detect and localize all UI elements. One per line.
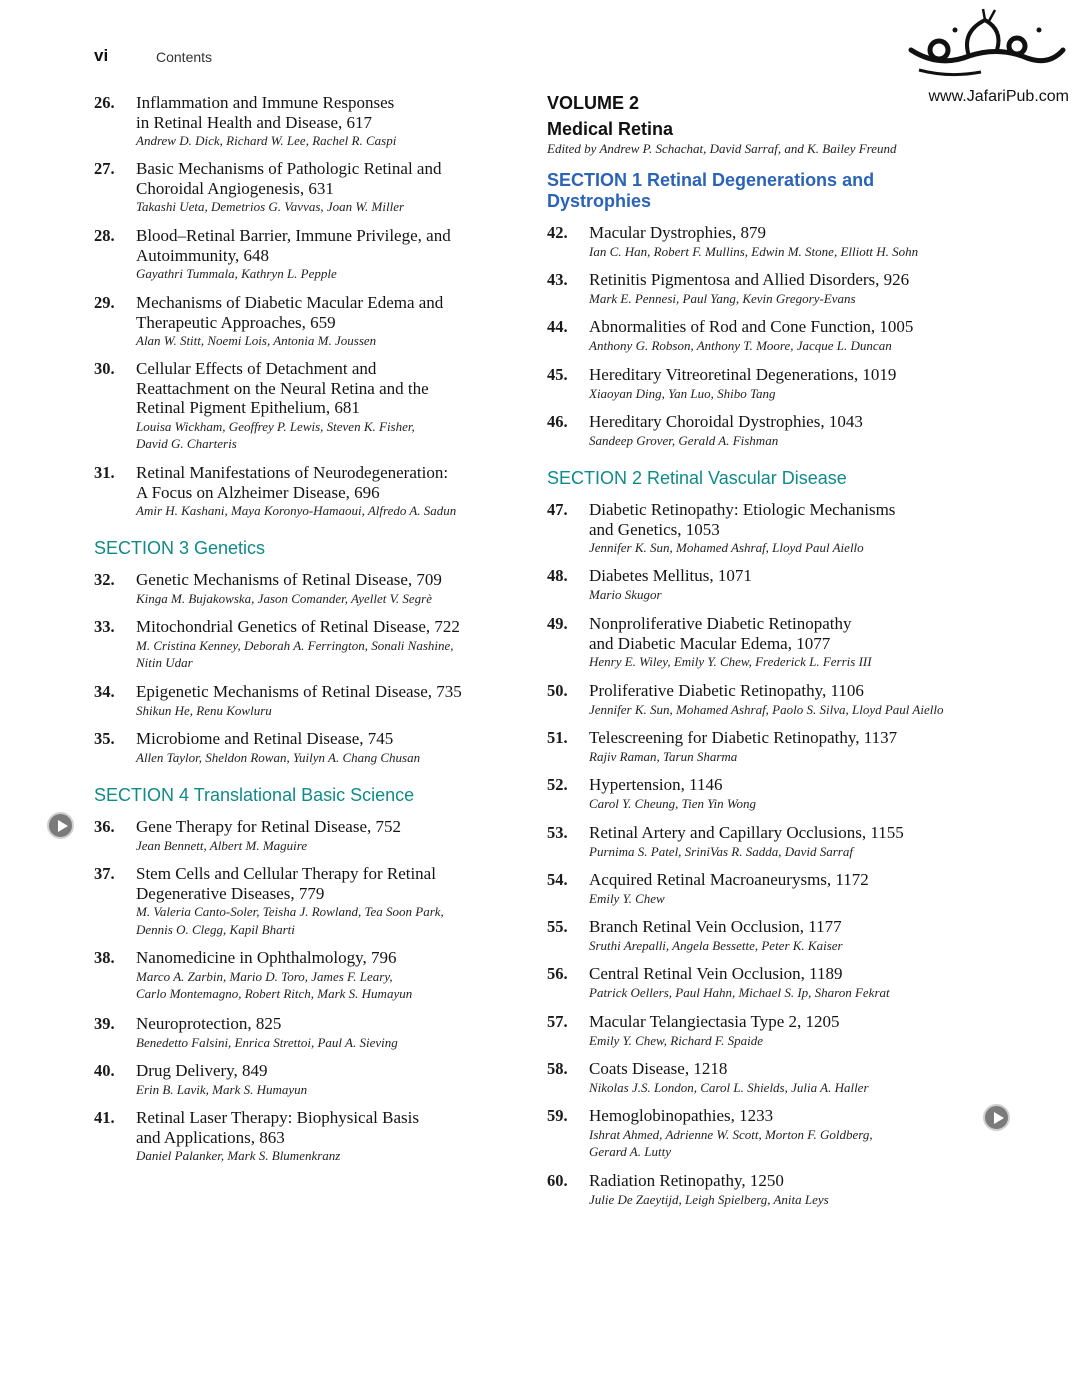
- chapter-number: 34.: [94, 682, 115, 701]
- chapter-authors: Nitin Udar: [136, 655, 193, 670]
- calligraphy-logo-icon: [899, 6, 1069, 86]
- chapter-title-line: and Genetics, 1053: [589, 519, 720, 539]
- chapter-title-line: Retinal Pigment Epithelium, 681: [136, 398, 360, 417]
- chapter-authors: Xiaoyan Ding, Yan Luo, Shibo Tang: [589, 385, 776, 401]
- chapter-number: 58.: [547, 1059, 568, 1078]
- chapter-authors: Carlo Montemagno, Robert Ritch, Mark S. Humayun: [136, 986, 413, 1001]
- chapter-title-line: Microbiome and Retinal Disease, 745: [136, 729, 394, 748]
- chapter-authors: Mark E. Pennesi, Paul Yang, Kevin Gregory-Evans: [589, 290, 856, 306]
- chapter-authors: David G. Charteris: [136, 436, 237, 451]
- chapter-number: 29.: [94, 293, 115, 312]
- chapter-title-line: Basic Mechanisms of Pathologic Retinal and: [136, 159, 442, 178]
- chapter-authors: Ian C. Han, Robert F. Mullins, Edwin M. Stone, Elliott H. Sohn: [589, 243, 919, 259]
- entry-body: [589, 1059, 987, 1096]
- chapter-number: 36.: [94, 817, 115, 836]
- entry-body: [136, 729, 524, 766]
- chapter-number: 28.: [94, 226, 115, 245]
- chapter-authors: Henry E. Wiley, Emily Y. Chew, Frederick L. Ferris III: [589, 654, 872, 669]
- entry-body: [589, 223, 987, 260]
- chapter-number: 39.: [94, 1014, 115, 1033]
- chapter-authors: Alan W. Stitt, Noemi Lois, Antonia M. Joussen: [136, 333, 377, 348]
- chapter-title-line: Retinal Artery and Capillary Occlusions, 1155: [589, 823, 904, 842]
- chapter-authors: Daniel Palanker, Mark S. Blumenkranz: [136, 1148, 341, 1163]
- chapter-title-line: Degenerative Diseases, 779: [136, 883, 325, 903]
- chapter-title-line: Hemoglobinopathies, 1233: [589, 1106, 774, 1125]
- chapter-number: 54.: [547, 870, 568, 889]
- chapter-title-line: Proliferative Diabetic Retinopathy, 1106: [589, 681, 864, 700]
- chapter-authors: Emily Y. Chew, Richard F. Spaide: [589, 1032, 764, 1048]
- chapter-title-line: in Retinal Health and Disease, 617: [136, 112, 373, 132]
- chapter-authors: Allen Taylor, Sheldon Rowan, Yuilyn A. Chang Chusan: [136, 749, 421, 765]
- section-heading: SECTION 4 Translational Basic Science: [94, 785, 415, 805]
- chapter-authors: Erin B. Lavik, Mark S. Humayun: [136, 1081, 308, 1097]
- chapter-title-line: Macular Telangiectasia Type 2, 1205: [589, 1012, 840, 1031]
- chapter-number: 33.: [94, 617, 115, 636]
- chapter-authors: M. Cristina Kenney, Deborah A. Ferrington, Sonali Nashine,: [136, 637, 454, 653]
- chapter-title-line: Mechanisms of Diabetic Macular Edema and: [136, 293, 444, 312]
- entry-body: [589, 365, 987, 402]
- chapter-authors: Takashi Ueta, Demetrios G. Vavvas, Joan W. Miller: [136, 199, 405, 214]
- entry-body: [136, 159, 524, 216]
- chapter-title-line: Nonproliferative Diabetic Retinopathy: [589, 614, 852, 633]
- chapter-number: 55.: [547, 917, 568, 936]
- entry-body: [589, 964, 987, 1001]
- chapter-authors: Amir H. Kashani, Maya Koronyo-Hamaoui, Alfredo A. Sadun: [136, 503, 457, 518]
- chapter-authors: Marco A. Zarbin, Mario D. Toro, James F. Leary,: [136, 968, 393, 984]
- entry-body: [589, 566, 987, 603]
- entry-body: [589, 1106, 987, 1161]
- chapter-number: 59.: [547, 1106, 568, 1125]
- chapter-number: 53.: [547, 823, 568, 842]
- chapter-title-line: Choroidal Angiogenesis, 631: [136, 178, 334, 198]
- chapter-title-line: Nanomedicine in Ophthalmology, 796: [136, 948, 397, 967]
- chapter-authors: Mario Skugor: [589, 586, 662, 602]
- chapter-authors: Louisa Wickham, Geoffrey P. Lewis, Steven K. Fisher,: [136, 418, 415, 434]
- chapter-authors: Andrew D. Dick, Richard W. Lee, Rachel R. Caspi: [136, 133, 397, 148]
- entry-body: [136, 1014, 524, 1051]
- publisher-url: www.JafariPub.com: [928, 88, 1069, 105]
- entry-body: [589, 870, 987, 907]
- chapter-number: 51.: [547, 728, 568, 747]
- section-heading: SECTION 3 Genetics: [94, 538, 266, 558]
- chapter-number: 60.: [547, 1171, 568, 1190]
- chapter-number: 56.: [547, 964, 568, 983]
- chapter-authors: Anthony G. Robson, Anthony T. Moore, Jacque L. Duncan: [589, 337, 892, 353]
- entry-body: [136, 359, 524, 453]
- entry-body: [589, 917, 987, 954]
- entry-body: [589, 270, 987, 307]
- chapter-title-line: Neuroprotection, 825: [136, 1014, 282, 1033]
- chapter-number: 46.: [547, 412, 568, 431]
- chapter-authors: Jennifer K. Sun, Mohamed Ashraf, Paolo S. Silva, Lloyd Paul Aiello: [589, 701, 944, 717]
- chapter-title-line: Telescreening for Diabetic Retinopathy, 1137: [589, 728, 898, 747]
- chapter-authors: Carol Y. Cheung, Tien Yin Wong: [589, 795, 756, 811]
- chapter-authors: M. Valeria Canto-Soler, Teisha J. Rowland, Tea Soon Park,: [136, 904, 444, 919]
- entry-body: [589, 317, 987, 354]
- chapter-title-line: Therapeutic Approaches, 659: [136, 312, 336, 332]
- entry-body: [136, 93, 524, 150]
- chapter-title-line: Inflammation and Immune Responses: [136, 93, 395, 112]
- chapter-number: 40.: [94, 1061, 115, 1080]
- chapter-number: 43.: [547, 270, 568, 289]
- chapter-authors: Jean Bennett, Albert M. Maguire: [136, 837, 308, 853]
- chapter-authors: Kinga M. Bujakowska, Jason Comander, Ayellet V. Segrè: [136, 590, 432, 606]
- chapter-number: 31.: [94, 463, 115, 482]
- play-video-icon[interactable]: [983, 1104, 1010, 1131]
- entry-body: [136, 1061, 524, 1098]
- chapter-authors: Sandeep Grover, Gerald A. Fishman: [589, 432, 779, 448]
- chapter-title-line: Genetic Mechanisms of Retinal Disease, 709: [136, 570, 442, 589]
- entry-body: [589, 681, 987, 718]
- chapter-title-line: Blood–Retinal Barrier, Immune Privilege, and: [136, 226, 451, 245]
- chapter-number: 35.: [94, 729, 115, 748]
- entry-body: [136, 1108, 524, 1165]
- chapter-title-line: Autoimmunity, 648: [136, 245, 270, 265]
- chapter-number: 26.: [94, 93, 115, 112]
- chapter-authors: Emily Y. Chew: [589, 890, 665, 906]
- chapter-authors: Gayathri Tummala, Kathryn L. Pepple: [136, 266, 337, 281]
- chapter-title-line: Radiation Retinopathy, 1250: [589, 1171, 784, 1190]
- entry-body: [136, 570, 524, 607]
- chapter-title-line: Epigenetic Mechanisms of Retinal Disease, 735: [136, 682, 462, 701]
- entry-body: [589, 412, 987, 449]
- chapter-title-line: Cellular Effects of Detachment and: [136, 359, 377, 378]
- chapter-title-line: A Focus on Alzheimer Disease, 696: [136, 482, 380, 502]
- chapter-title-line: Branch Retinal Vein Occlusion, 1177: [589, 917, 842, 936]
- chapter-number: 27.: [94, 159, 115, 178]
- chapter-title-line: and Applications, 863: [136, 1127, 285, 1147]
- chapter-authors: Patrick Oellers, Paul Hahn, Michael S. Ip, Sharon Fekrat: [589, 984, 890, 1000]
- entry-body: [589, 1012, 987, 1049]
- entry-body: [589, 1171, 987, 1208]
- entry-body: [136, 948, 524, 1003]
- chapter-authors: Purnima S. Patel, SriniVas R. Sadda, David Sarraf: [589, 843, 853, 859]
- chapter-number: 38.: [94, 948, 115, 967]
- chapter-title-line: Abnormalities of Rod and Cone Function, 1005: [589, 317, 914, 336]
- volume-heading: VOLUME 2: [547, 93, 640, 113]
- chapter-title-line: Retinitis Pigmentosa and Allied Disorders, 926: [589, 270, 910, 289]
- publisher-logo: [899, 6, 1069, 110]
- chapter-authors: Shikun He, Renu Kowluru: [136, 702, 272, 718]
- entry-body: [136, 617, 524, 672]
- section-heading: SECTION 2 Retinal Vascular Disease: [547, 468, 847, 488]
- chapter-number: 57.: [547, 1012, 568, 1031]
- entry-body: [589, 728, 987, 765]
- chapter-authors: Dennis O. Clegg, Kapil Bharti: [136, 921, 295, 937]
- chapter-number: 52.: [547, 775, 568, 794]
- chapter-number: 30.: [94, 359, 115, 378]
- chapter-number: 32.: [94, 570, 115, 589]
- chapter-number: 44.: [547, 317, 568, 336]
- entry-body: [136, 864, 524, 938]
- entry-body: [589, 823, 987, 860]
- page-number: vi: [94, 46, 109, 65]
- chapter-number: 37.: [94, 864, 115, 883]
- chapter-authors: Ishrat Ahmed, Adrienne W. Scott, Morton F. Goldberg,: [589, 1126, 873, 1142]
- chapter-number: 50.: [547, 681, 568, 700]
- chapter-title-line: Retinal Manifestations of Neurodegeneration:: [136, 463, 449, 482]
- chapter-title-line: Drug Delivery, 849: [136, 1061, 268, 1080]
- chapter-authors: Benedetto Falsini, Enrica Strettoi, Paul A. Sieving: [136, 1034, 398, 1050]
- chapter-title-line: and Diabetic Macular Edema, 1077: [589, 633, 831, 653]
- chapter-number: 48.: [547, 566, 568, 585]
- volume-editors: Edited by Andrew P. Schachat, David Sarraf, and K. Bailey Freund: [547, 141, 897, 156]
- chapter-title-line: Retinal Laser Therapy: Biophysical Basis: [136, 1108, 419, 1127]
- chapter-title-line: Coats Disease, 1218: [589, 1059, 728, 1078]
- chapter-title-line: Hereditary Choroidal Dystrophies, 1043: [589, 412, 863, 431]
- play-video-icon[interactable]: [47, 812, 74, 839]
- chapter-number: 42.: [547, 223, 568, 242]
- chapter-authors: Nikolas J.S. London, Carol L. Shields, Julia A. Haller: [589, 1079, 869, 1095]
- chapter-title-line: Central Retinal Vein Occlusion, 1189: [589, 964, 843, 983]
- chapter-number: 47.: [547, 500, 568, 519]
- running-head: Contents: [156, 49, 213, 65]
- entry-body: [136, 293, 524, 350]
- chapter-title-line: Gene Therapy for Retinal Disease, 752: [136, 817, 401, 836]
- chapter-authors: Rajiv Raman, Tarun Sharma: [589, 748, 738, 764]
- section-heading: SECTION 1 Retinal Degenerations and: [547, 170, 875, 190]
- entry-body: [589, 775, 987, 812]
- volume-title: Medical Retina: [547, 119, 674, 139]
- entry-body: [136, 682, 524, 719]
- chapter-number: 45.: [547, 365, 568, 384]
- chapter-title-line: Reattachment on the Neural Retina and the: [136, 378, 429, 398]
- entry-body: [136, 463, 524, 520]
- chapter-authors: Jennifer K. Sun, Mohamed Ashraf, Lloyd Paul Aiello: [589, 540, 864, 555]
- chapter-title-line: Macular Dystrophies, 879: [589, 223, 767, 242]
- entry-body: [136, 226, 524, 283]
- entry-body: [589, 500, 987, 557]
- chapter-number: 49.: [547, 614, 568, 633]
- chapter-authors: Gerard A. Lutty: [589, 1144, 671, 1159]
- chapter-title-line: Acquired Retinal Macroaneurysms, 1172: [589, 870, 869, 889]
- chapter-title-line: Stem Cells and Cellular Therapy for Retinal: [136, 864, 436, 883]
- chapter-title-line: Diabetic Retinopathy: Etiologic Mechanisms: [589, 500, 896, 519]
- chapter-authors: Sruthi Arepalli, Angela Bessette, Peter K. Kaiser: [589, 937, 843, 953]
- chapter-number: 41.: [94, 1108, 115, 1127]
- section-heading: Dystrophies: [547, 191, 652, 211]
- chapter-title-line: Diabetes Mellitus, 1071: [589, 566, 752, 585]
- entry-body: [136, 817, 524, 854]
- chapter-title-line: Hypertension, 1146: [589, 775, 723, 794]
- chapter-title-line: Hereditary Vitreoretinal Degenerations, 1019: [589, 365, 897, 384]
- chapter-authors: Julie De Zaeytijd, Leigh Spielberg, Anita Leys: [589, 1191, 829, 1207]
- entry-body: [589, 614, 987, 671]
- chapter-title-line: Mitochondrial Genetics of Retinal Disease, 722: [136, 617, 460, 636]
